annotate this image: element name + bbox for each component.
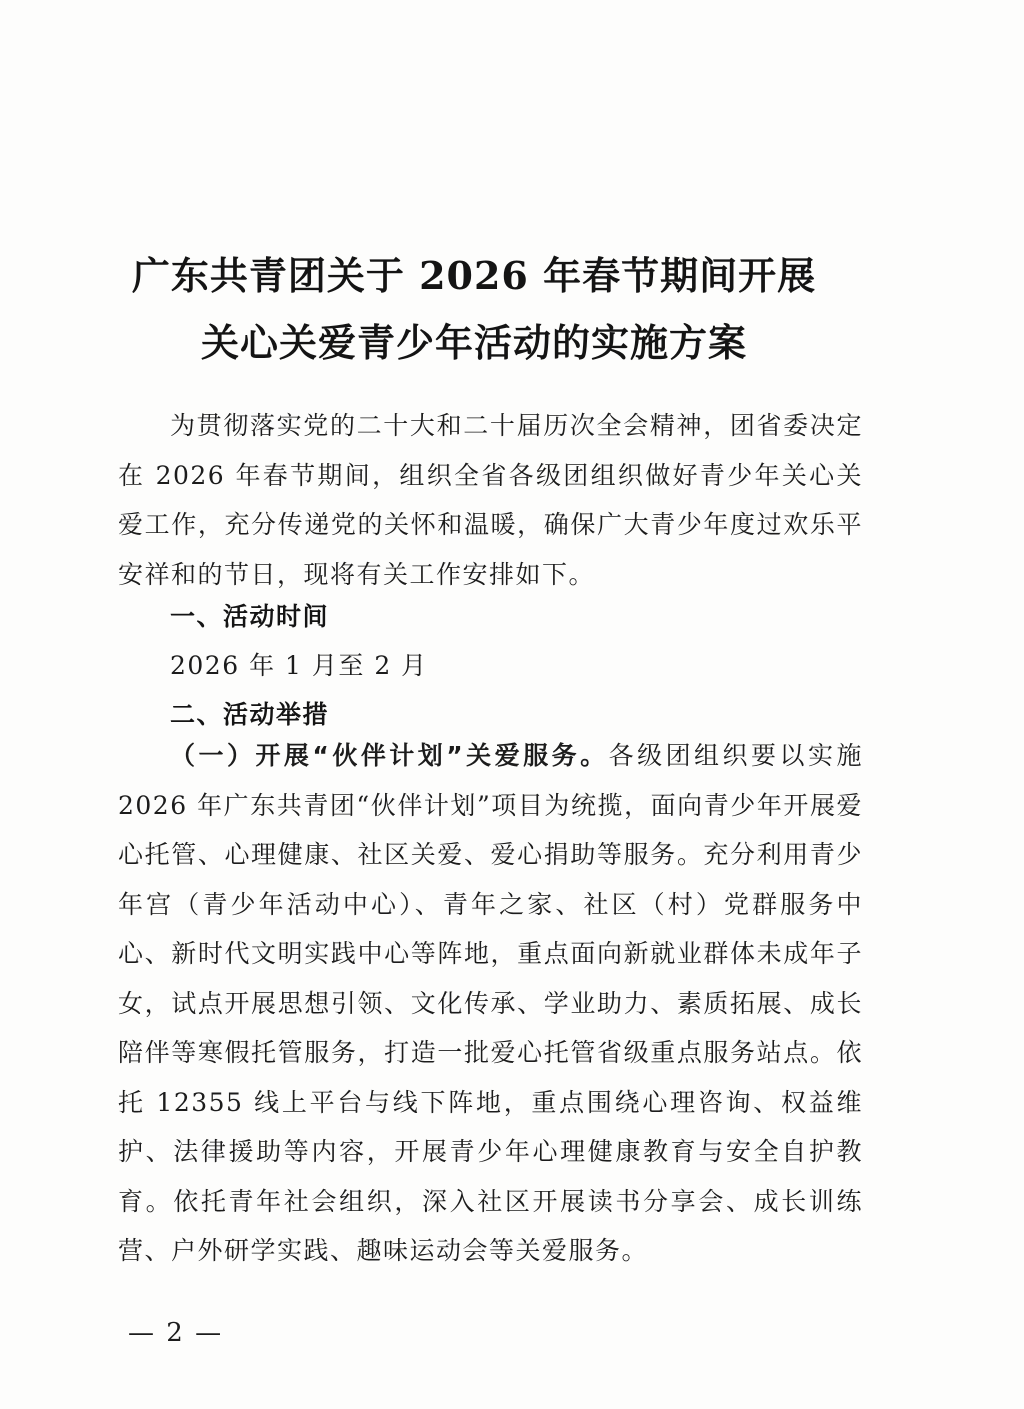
- document-title-line-2: 关心关爱青少年活动的实施方案: [200, 320, 747, 365]
- measure-1-lead: （一）开展“伙伴计划”关爱服务。: [170, 741, 609, 770]
- intro-paragraph: 为贯彻落实党的二十大和二十届历次全会精神，团省委决定在 2026 年春节期间，组织全省各级团组织做好青少年关心关爱工作，充分传递党的关怀和温暖，确保广大青少年度过欢乐平安祥和的节日，现将有关工作安排如下。: [118, 411, 863, 589]
- activity-time-content: 2026 年 1 月至 2 月: [170, 651, 428, 680]
- section-heading-activity-measures: 二、活动举措: [170, 700, 330, 729]
- document-title-line-1: 广东共青团关于 2026 年春节期间开展: [131, 253, 817, 298]
- section-heading-activity-time: 一、活动时间: [170, 602, 330, 631]
- measure-1-body: 各级团组织要以实施 2026 年广东共青团“伙伴计划”项目为统揽，面向青少年开展爱心托管、心理健康、社区关爱、爱心捐助等服务。充分利用青少年宫（青少年活动中心）、青年之家、社区（村）党群服务中心、新时代文明实践中心等阵地，重点面向新就业群体未成年子女，试点开展思想引领、文化传承、学业助力、素质拓展、成长陪伴等寒假托管服务，打造一批爱心托管省级重点服务站点。依托 12355 线上平台与线下阵地，重点围绕心理咨询、权益维护、法律援助等内容，开展青少年心理健康教育与安全自护教育。依托青年社会组织，深入社区开展读书分享会、成长训练营、户外研学实践、趣味运动会等关爱服务。: [118, 741, 863, 1265]
- measure-paragraph-1: [118, 731, 863, 1276]
- page-number: — 2 —: [128, 1318, 224, 1348]
